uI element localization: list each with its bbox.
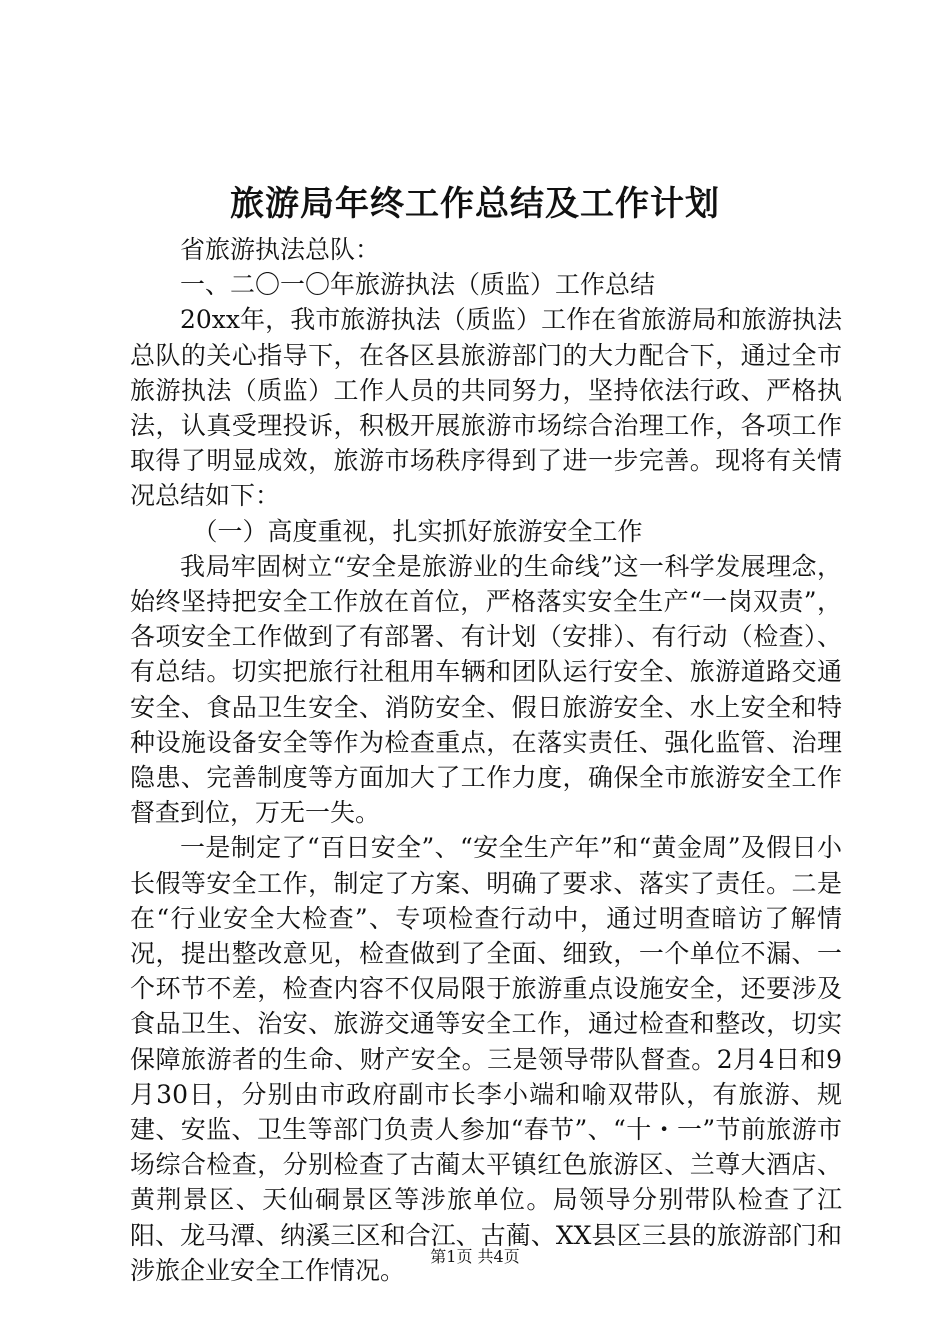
body-paragraph: 20xx年，我市旅游执法（质监）工作在省旅游局和旅游执法总队的关心指导下，在各区县旅游部门的大力配合下，通过全市旅游执法（质监）工作人员的共同努力，坚持依法行政、严格执法，认真受理投诉，积极开展旅游市场综合治理工作，各项工作取得了明显成效，旅游市场秩序得到了进一步完善。现将有关情况总结如下： [130, 305, 842, 511]
document-body [130, 232, 842, 1288]
subsection-heading: （一）高度重视，扎实抓好旅游安全工作 [192, 516, 643, 546]
page-number: 第1页 共4页 [430, 1247, 520, 1266]
body-paragraph: 我局牢固树立“安全是旅游业的生命线”这一科学发展理念，始终坚持把安全工作放在首位，严格落实安全生产“一岗双责”，各项安全工作做到了有部署、有计划（安排）、有行动（检查）、有总结。切实把旅行社租用车辆和团队运行安全、旅游道路交通安全、食品卫生安全、消防安全、假日旅游安全、水上安全和特种设施设备安全等作为检查重点，在落实责任、强化监管、治理隐患、完善制度等方面加大了工作力度，确保全市旅游安全工作督查到位，万无一失。 [130, 551, 842, 828]
body-paragraph: 一是制定了“百日安全”、“安全生产年”和“黄金周”及假日小长假等安全工作，制定了方案、明确了要求、落实了责任。二是在“行业安全大检查”、专项检查行动中，通过明查暗访了解情况，提出整改意见，检查做到了全面、细致，一个单位不漏、一个环节不差，检查内容不仅局限于旅游重点设施安全，还要涉及食品卫生、治安、旅游交通等安全工作，通过检查和整改，切实保障旅游者的生命、财产安全。三是领导带队督查。2月4日和9月30日，分别由市政府副市长李小端和喻双带队，有旅游、规建、安监、卫生等部门负责人参加“春节”、“十・一”节前旅游市场综合检查，分别检查了古蔺太平镇红色旅游区、兰尊大酒店、黄荆景区、天仙硐景区等涉旅单位。局领导分别带队检查了江阳、龙马潭、纳溪三区和合江、古蔺、XX县区三县的旅游部门和涉旅企业安全工作情况。 [130, 833, 842, 1285]
document-title: 旅游局年终工作总结及工作计划 [230, 184, 720, 224]
salutation: 省旅游执法总队： [180, 235, 381, 264]
section-heading: 一、二〇一〇年旅游执法（质监）工作总结 [180, 270, 656, 300]
